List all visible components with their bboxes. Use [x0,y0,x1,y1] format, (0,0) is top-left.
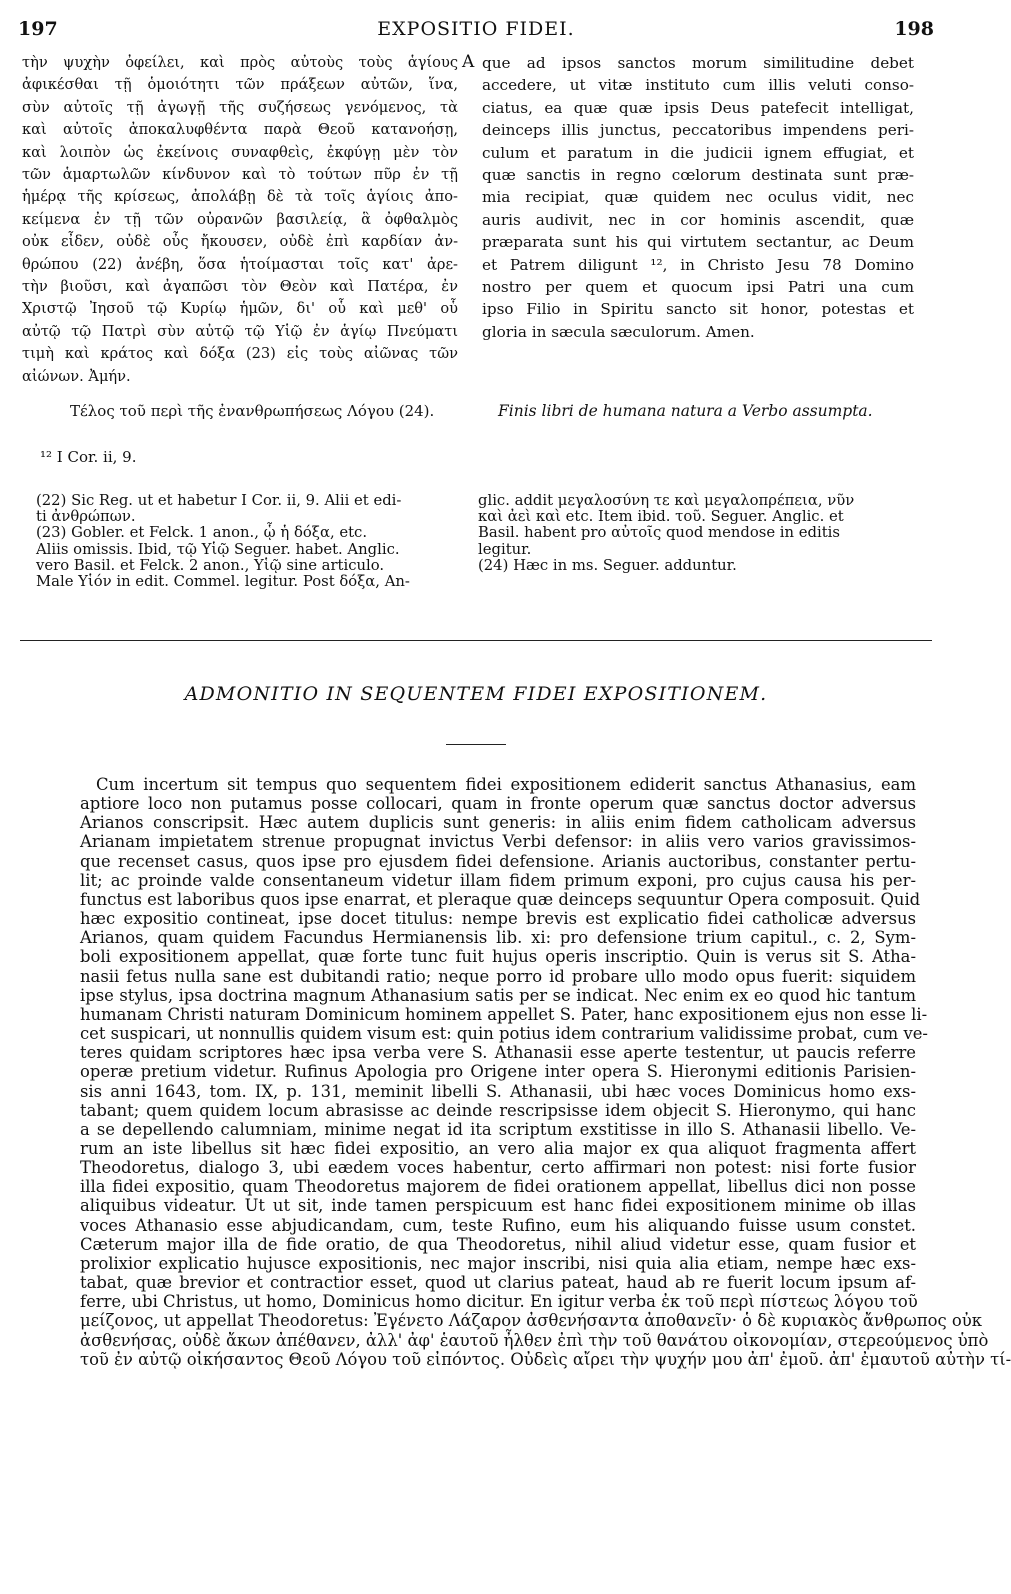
body-line: Cum incertum sit tempus quo sequentem fidei expositionem ediderit sanctus Athanasius, eam [96,775,916,794]
body-line: teres quidam scriptores hæc ipsa verba vere S. Athanasii esse aperte testentur, ut paucis referre [80,1043,916,1063]
greek-line: αὐτῷ τῷ Πατρὶ σὺν αὐτῷ τῷ Υἱῷ ἐν ἁγίῳ Πνεύματι [22,322,458,340]
body-line: τοῦ ἐν αὐτῷ οἰκήσαντος Θεοῦ Λόγου τοῦ εἰπόντος. Οὐδεὶς αἴρει τὴν ψυχήν μου ἀπ' ἐμοῦ. ἀπ' ἐμαυτοῦ αὐτὴν τί- [80,1349,1011,1369]
latin-line: præparata sunt his qui virtutem sectantur, ac Deum [482,233,914,252]
body-line: μείζονος, ut appellat Theodoretus: Ἐγένετο Λάζαρον ἀσθενήσαντα ἀποθανεῖν· ὁ δὲ κυριακὸς ἄνθρωπος οὐκ [80,1311,982,1331]
scripture-footnote: ¹² I Cor. ii, 9. [40,448,137,466]
body-line: cet suspicari, ut nonnullis quidem visum est: quin potius idem contrarium validissime probat, cum ve- [80,1024,928,1044]
body-line: Cæterum major illa de fide oratio, de qua Theodoretus, nihil aliud videtur esse, quam fusior et [80,1234,916,1254]
section-divider [20,640,932,641]
greek-line: τιμὴ καὶ κράτος καὶ δόξα (23) εἰς τοὺς αἰῶνας τῶν [22,345,458,363]
note-line: (23) Gobler. et Felck. 1 anon., ᾧ ἡ δόξα, etc. [36,524,368,542]
body-line: Arianam impietatem strenue propugnat invictus Verbi defensor: in aliis vero varios gravissimos- [80,832,916,852]
note-line: vero Basil. et Felck. 2 anon., Υἱῷ sine articulo. [36,556,385,574]
latin-text-column [482,52,914,343]
greek-line: τῶν ἁμαρτωλῶν κίνδυνον καὶ τὸ τούτων πῦρ ἐν τῇ [22,166,458,184]
note-line: (24) Hæc in ms. Seguer. adduntur. [478,556,737,574]
note-line: legitur. [478,540,532,558]
latin-closing-line: Finis libri de humana natura a Verbo assumpta. [498,402,873,420]
latin-line: quæ sanctis in regno cœlorum destinata sunt præ- [482,166,914,185]
greek-line: καὶ λοιπὸν ὡς ἐκείνοις συναφθεὶς, ἐκφύγῃ μὲν τὸν [22,143,458,161]
note-line: Aliis omissis. Ibid, τῷ Υἱῷ Seguer. habet. Anglic. [36,540,400,558]
greek-text-column [22,52,458,388]
greek-line: καὶ αὐτοῖς ἀποκαλυφθέντα παρὰ Θεοῦ κατανοήσῃ, [22,121,458,139]
running-header [18,18,934,44]
latin-line: que ad ipsos sanctos morum similitudine debet [482,54,914,72]
greek-line: αἰώνων. Ἀμήν. [22,367,131,385]
note-line: ti ἀνθρώπων. [36,508,136,526]
greek-line: οὐκ εἶδεν, οὐδὲ οὖς ἤκουσεν, οὐδὲ ἐπὶ καρδίαν ἀν- [22,233,458,251]
body-line: prolixior explicatio hujusce expositionis, nec major inscribi, nisi quia alia etiam, nempe hæc exs- [80,1253,916,1273]
body-line: sis anni 1643, tom. IX, p. 131, meminit libelli S. Athanasii, ubi hæc voces Dominicus homo exs- [80,1081,916,1101]
right-page-number: 198 [894,18,934,40]
note-line: (22) Sic Reg. ut et habetur I Cor. ii, 9. Alii et edi- [36,492,402,509]
body-line: nasii fetus nulla sane est dubitandi ratio; neque porro id probare ullo modo opus fuerit: siquidem [80,966,916,986]
body-line: a se depellendo calumniam, minime negat id ita scriptum exstitisse in illo S. Athanasii libello. Ve- [80,1119,916,1139]
body-line: tabat, quæ brevior et contractior esset, quod ut clarius pateat, haud ab re fuerit locum ipsum af- [80,1273,916,1293]
greek-line: ἡμέρᾳ τῆς κρίσεως, ἀπολάβῃ δὲ τὰ τοῖς ἁγίοις ἀπο- [22,188,458,206]
latin-line: nostro per quem et quocum ipsi Patri una cum [482,278,914,297]
note-line: glic. addit μεγαλοσύνη τε καὶ μεγαλοπρέπεια, νῦν [478,492,855,509]
note-line: Basil. habent pro αὐτοῖς quod mendose in editis [478,524,840,542]
body-line: que recenset casus, quos ipse pro ejusdem fidei defensione. Arianis auctoribus, constanter pertu- [80,851,916,871]
title-underline [446,744,506,745]
body-line: functus est laboribus quos ipse enarrat, et pleraque quæ deinceps sequuntur Opera composuit. Quid [80,889,921,909]
body-line: ἀσθενήσας, οὐδὲ ἄκων ἀπέθανεν, ἀλλ' ἀφ' ἑαυτοῦ ἦλθεν ἐπὶ τὴν τοῦ θανάτου οἰκονομίαν, στερεούμενος ὑπὸ [80,1330,989,1350]
latin-line: auris audivit, nec in cor hominis ascendit, quæ [482,210,914,229]
greek-closing-line: Τέλος τοῦ περὶ τῆς ἐνανθρωπήσεως Λόγου (24). [70,402,435,420]
body-line: hæc expositio contineat, ipse docet titulus: nempe brevis est explicatio fidei catholicæ adversus [80,909,916,929]
latin-line: ciatus, ea quæ quæ ipsis Deus patefecit intelligat, [482,98,914,117]
body-line: illa fidei expositio, quam Theodoretus majorem de fidei orationem appellat, libellus dici non posse [80,1177,916,1197]
greek-line: τὴν ψυχὴν ὀφείλει, καὶ πρὸς αὐτοὺς τοὺς ἁγίους [22,54,458,71]
note-line: Male Υἱόν in edit. Commel. legitur. Post δόξα, An- [36,573,410,591]
latin-line: gloria in sæcula sæculorum. Amen. [482,322,755,341]
critical-notes-right [478,493,914,574]
greek-line: κείμενα ἐν τῇ τῶν οὐρανῶν βασιλείᾳ, ἃ ὀφθαλμὸς [22,210,458,228]
body-line: rum an iste libellus sit hæc fidei expositio, an vero alia major ex qua aliquot fragmenta affert [80,1138,916,1158]
note-line: καὶ ἀεὶ καὶ etc. Item ibid. τοῦ. Seguer. Anglic. et [478,508,844,526]
body-line: aptiore loco non putamus posse collocari, quam in fronte operum quæ sanctus doctor adversus [80,794,916,814]
greek-line: ἀφικέσθαι τῇ ὁμοιότητι τῶν πράξεων αὐτῶν, ἵνα, [22,76,458,94]
body-line: aliquibus videatur. Ut ut sit, inde tamen perspicuum est hanc fidei expositionem minime ob illas [80,1196,916,1216]
body-line: humanam Christi naturam Dominicum hominem appellet S. Pater, hanc expositionem ejus non esse li- [80,1004,928,1024]
left-page-number: 197 [18,18,58,40]
greek-line: τὴν βιοῦσι, καὶ ἀγαπῶσι τὸν Θεὸν καὶ Πατέρα, ἐν [22,278,458,296]
body-line: voces Athanasio esse abjudicandam, cum, teste Rufino, eum his aliquando fuisse usum constet. [80,1215,916,1235]
greek-line: Χριστῷ Ἰησοῦ τῷ Κυρίῳ ἡμῶν, δι' οὗ καὶ μεθ' οὗ [22,300,458,318]
latin-line: mia recipiat, quæ quidem nec oculus vidit, nec [482,188,914,207]
latin-line: deinceps illis junctus, peccatoribus impendens peri- [482,121,914,140]
latin-line: et Patrem diligunt ¹², in Christo Jesu 78 Domino [482,255,914,274]
body-line: operæ pretium videtur. Rufinus Apologia pro Origene inter opera S. Hieronymi editionis Parisien- [80,1062,916,1082]
body-line: Arianos, quam quidem Facundus Hermianensis lib. xi: pro defensione trium capitul., c. 2, Sym- [80,928,916,948]
body-line: tabant; quem quidem locum abrasisse ac deinde rescripsisse idem objecit S. Hieronymo, qui hanc [80,1100,916,1120]
critical-notes-left [36,493,446,590]
section-title: ADMONITIO IN SEQUENTEM FIDEI EXPOSITIONEM. [184,683,768,705]
body-line: ipse stylus, ipsa doctrina magnum Athanasium satis per se indicat. Nec enim ex eo quod hic tantum [80,985,916,1005]
body-line: ferre, ubi Christus, ut homo, Dominicus homo dicitur. En igitur verba ἐκ τοῦ περὶ πίστεως λόγου τοῦ [80,1292,918,1312]
body-line: lit; ac proinde valde consentaneum videtur illam fidem primum exponi, pro cujus causa his per- [80,870,916,890]
margin-marker: A [462,52,475,72]
body-line: boli expositionem appellat, quæ forte tunc fuit hujus operis inscriptio. Quin is verus sit S. Atha- [80,947,916,967]
body-line: Theodoretus, dialogo 3, ubi eædem voces habentur, certo affirmari non potest: nisi forte fusior [80,1158,916,1178]
running-title: EXPOSITIO FIDEI. [377,18,575,40]
latin-line: accedere, ut vitæ instituto cum illis veluti conso- [482,76,914,95]
admonitio-body [64,775,1011,1369]
greek-line: σὺν αὐτοῖς τῇ ἀγωγῇ τῆς συζήσεως γενόμενος, τὰ [22,98,458,116]
body-line: Arianos conscripsit. Hæc autem duplicis sunt generis: in aliis enim fidem catholicam adversus [80,813,916,833]
greek-line: θρώπου (22) ἀνέβη, ὅσα ἡτοίμασται τοῖς κατ' ἀρε- [22,255,458,273]
latin-line: culum et paratum in die judicii ignem effugiat, et [482,143,914,162]
latin-line: ipso Filio in Spiritu sancto sit honor, potestas et [482,300,914,319]
